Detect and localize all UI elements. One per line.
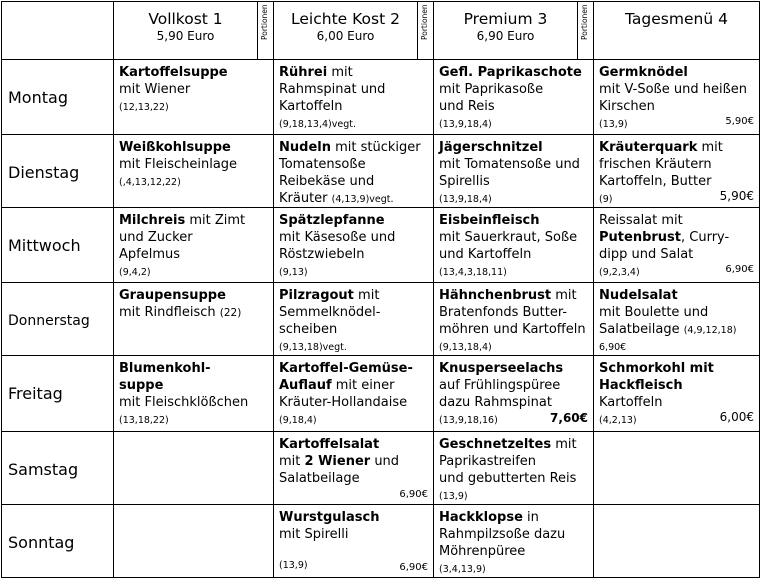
menu-price: 6,00 Euro bbox=[316, 29, 375, 43]
allergen-codes: (9,18,4) bbox=[279, 415, 317, 426]
dish-cell: Kräuterquark mit frischen Kräutern Kartoffeln, Butter (9) 5,90€ bbox=[599, 140, 754, 205]
dish-cell: Germknödel mit V-Soße und heißen Kirschen (13,9) 5,90€ bbox=[599, 65, 754, 130]
dish-price: 6,90€ bbox=[399, 489, 428, 500]
dish-cell: Milchreis mit Zimt und Zucker Apfelmus (9,4,2) bbox=[119, 213, 246, 278]
dish-price: 6,90€ bbox=[599, 342, 627, 353]
allergen-codes: (9,18,13,4)vegt. bbox=[279, 119, 356, 130]
allergen-codes: (13,9) bbox=[599, 119, 628, 130]
dish-price: 6,90€ bbox=[725, 264, 754, 275]
allergen-codes: (13,9,18,4) bbox=[439, 119, 492, 130]
allergen-codes: (4,2,13) bbox=[599, 415, 637, 426]
dish-cell: Kartoffelsalat mit 2 Wiener und Salatbeilage 6,90€ bbox=[274, 432, 433, 504]
dish-cell: Nudelsalat mit Boulette und Salatbeilage (4,9,12,18) 6,90€ bbox=[599, 288, 737, 353]
day-label: Samstag bbox=[8, 460, 79, 479]
menu-price: 6,90 Euro bbox=[476, 29, 535, 43]
allergen-codes: (13,9) bbox=[439, 491, 468, 502]
allergen-codes: (9,13,18)vegt. bbox=[279, 342, 347, 353]
day-row-monday bbox=[2, 60, 760, 135]
allergen-codes: (,4,13,12,22) bbox=[119, 177, 181, 188]
header-row bbox=[2, 2, 760, 60]
menu-header-2 bbox=[274, 2, 418, 60]
allergen-codes: (4,9,12,18) bbox=[683, 325, 737, 336]
dish-cell: Kartoffelsuppe mit Wiener (12,13,22) bbox=[119, 65, 228, 113]
allergen-codes: (9,2,3,4) bbox=[599, 267, 640, 278]
allergen-codes: (4,13,9)vegt. bbox=[331, 194, 394, 205]
day-row-friday bbox=[2, 356, 760, 432]
allergen-codes: (13,4,3,18,11) bbox=[439, 267, 507, 278]
dish-cell: Geschnetzeltes mit Paprikastreifen und gebutterten Reis (13,9) bbox=[439, 437, 577, 502]
dish-cell: Pilzragout mit Semmelknödel- scheiben (9,13,18)vegt. bbox=[279, 288, 381, 353]
dish-cell: Hackklopse in Rahmpilzsoße dazu Möhrenpüree (3,4,13,9) bbox=[439, 510, 566, 575]
corner-cell bbox=[2, 2, 114, 60]
allergen-codes: (9,13,18,4) bbox=[439, 342, 492, 353]
allergen-codes: (3,4,13,9) bbox=[439, 564, 486, 575]
dish-price: 6,00€ bbox=[719, 410, 754, 424]
allergen-codes: (22) bbox=[219, 307, 242, 319]
allergen-codes: (12,13,22) bbox=[119, 102, 169, 113]
dish-cell: Eisbeinfleisch mit Sauerkraut, Soße und Kartoffeln (13,4,3,18,11) bbox=[439, 213, 578, 278]
dish-cell: Gefl. Paprikaschote mit Paprikasoße und Reis (13,9,18,4) bbox=[439, 65, 582, 130]
menu-header-1 bbox=[114, 2, 258, 60]
dish-cell: Knusperseelachs auf Frühlingspüree dazu Rahmspinat (13,9,18,16) 7,60€ bbox=[439, 361, 588, 426]
allergen-codes: (9,13) bbox=[279, 267, 308, 278]
dish-cell: Reissalat mit Putenbrust, Curry- dipp und Salat (9,2,3,4) 6,90€ bbox=[599, 213, 754, 278]
day-label: Mittwoch bbox=[8, 236, 81, 255]
portions-label: Portionen bbox=[260, 4, 269, 40]
menu-header-4 bbox=[594, 2, 760, 60]
menu-name: Tagesmenü 4 bbox=[625, 10, 728, 28]
dish-price: 5,90€ bbox=[719, 189, 754, 203]
portions-column-header bbox=[578, 2, 594, 60]
day-row-thursday bbox=[2, 283, 760, 356]
menu-name: Leichte Kost 2 bbox=[291, 10, 400, 28]
dish-cell: Hähnchenbrust mit Bratenfonds Butter- möhren und Kartoffeln (9,13,18,4) bbox=[439, 288, 586, 353]
portions-column-header bbox=[418, 2, 434, 60]
dish-cell: Wurstgulasch mit Spirelli (13,9) 6,90€ bbox=[274, 505, 433, 577]
dish-cell: Rührei mit Rahmspinat und Kartoffeln (9,18,13,4)vegt. bbox=[279, 65, 386, 130]
dish-cell: Blumenkohl- suppe mit Fleischklößchen (13,18,22) bbox=[119, 361, 249, 426]
allergen-codes: (13,9,18,16) bbox=[439, 415, 498, 426]
portions-column-header bbox=[258, 2, 274, 60]
day-label: Freitag bbox=[8, 384, 63, 403]
menu-name: Premium 3 bbox=[463, 10, 548, 28]
portions-label: Portionen bbox=[420, 4, 429, 40]
dish-price: 6,90€ bbox=[399, 562, 428, 573]
dish-cell: Kartoffel-Gemüse- Auflauf mit einer Kräuter-Hollandaise (9,18,4) bbox=[279, 361, 413, 426]
portions-label: Portionen bbox=[580, 4, 589, 40]
menu-header-3 bbox=[434, 2, 578, 60]
day-label: Sonntag bbox=[8, 533, 75, 552]
dish-price: 7,60€ bbox=[550, 411, 588, 425]
allergen-codes: (13,9) bbox=[279, 560, 308, 571]
dish-cell: Weißkohlsuppe mit Fleischeinlage (,4,13,12,22) bbox=[119, 140, 238, 188]
weekly-menu-table bbox=[1, 1, 760, 578]
day-label: Dienstag bbox=[8, 163, 80, 182]
dish-cell: Spätzlepfanne mit Käsesoße und Röstzwiebeln (9,13) bbox=[279, 213, 396, 278]
dish-cell: Nudeln mit stückiger Tomatensoße Reibekäse und Kräuter (4,13,9)vegt. bbox=[279, 140, 421, 206]
day-label: Donnerstag bbox=[8, 313, 90, 329]
allergen-codes: (13,9,18,4) bbox=[439, 194, 492, 205]
day-row-saturday bbox=[2, 432, 760, 505]
dish-cell: Jägerschnitzel mit Tomatensoße und Spirellis (13,9,18,4) bbox=[439, 140, 580, 205]
allergen-codes: (9,4,2) bbox=[119, 267, 151, 278]
day-row-wednesday bbox=[2, 208, 760, 283]
dish-price: 5,90€ bbox=[725, 116, 754, 127]
day-row-tuesday bbox=[2, 135, 760, 208]
menu-price: 5,90 Euro bbox=[156, 29, 215, 43]
dish-cell: Graupensuppe mit Rindfleisch (22) bbox=[119, 288, 242, 320]
allergen-codes: (13,18,22) bbox=[119, 415, 169, 426]
empty-cell bbox=[594, 432, 760, 505]
allergen-codes: (9) bbox=[599, 194, 613, 205]
dish-cell: Schmorkohl mit Hackfleisch Kartoffeln (4,2,13) 6,00€ bbox=[599, 361, 754, 426]
day-label: Montag bbox=[8, 88, 68, 107]
empty-cell bbox=[114, 432, 274, 505]
menu-name: Vollkost 1 bbox=[148, 10, 223, 28]
